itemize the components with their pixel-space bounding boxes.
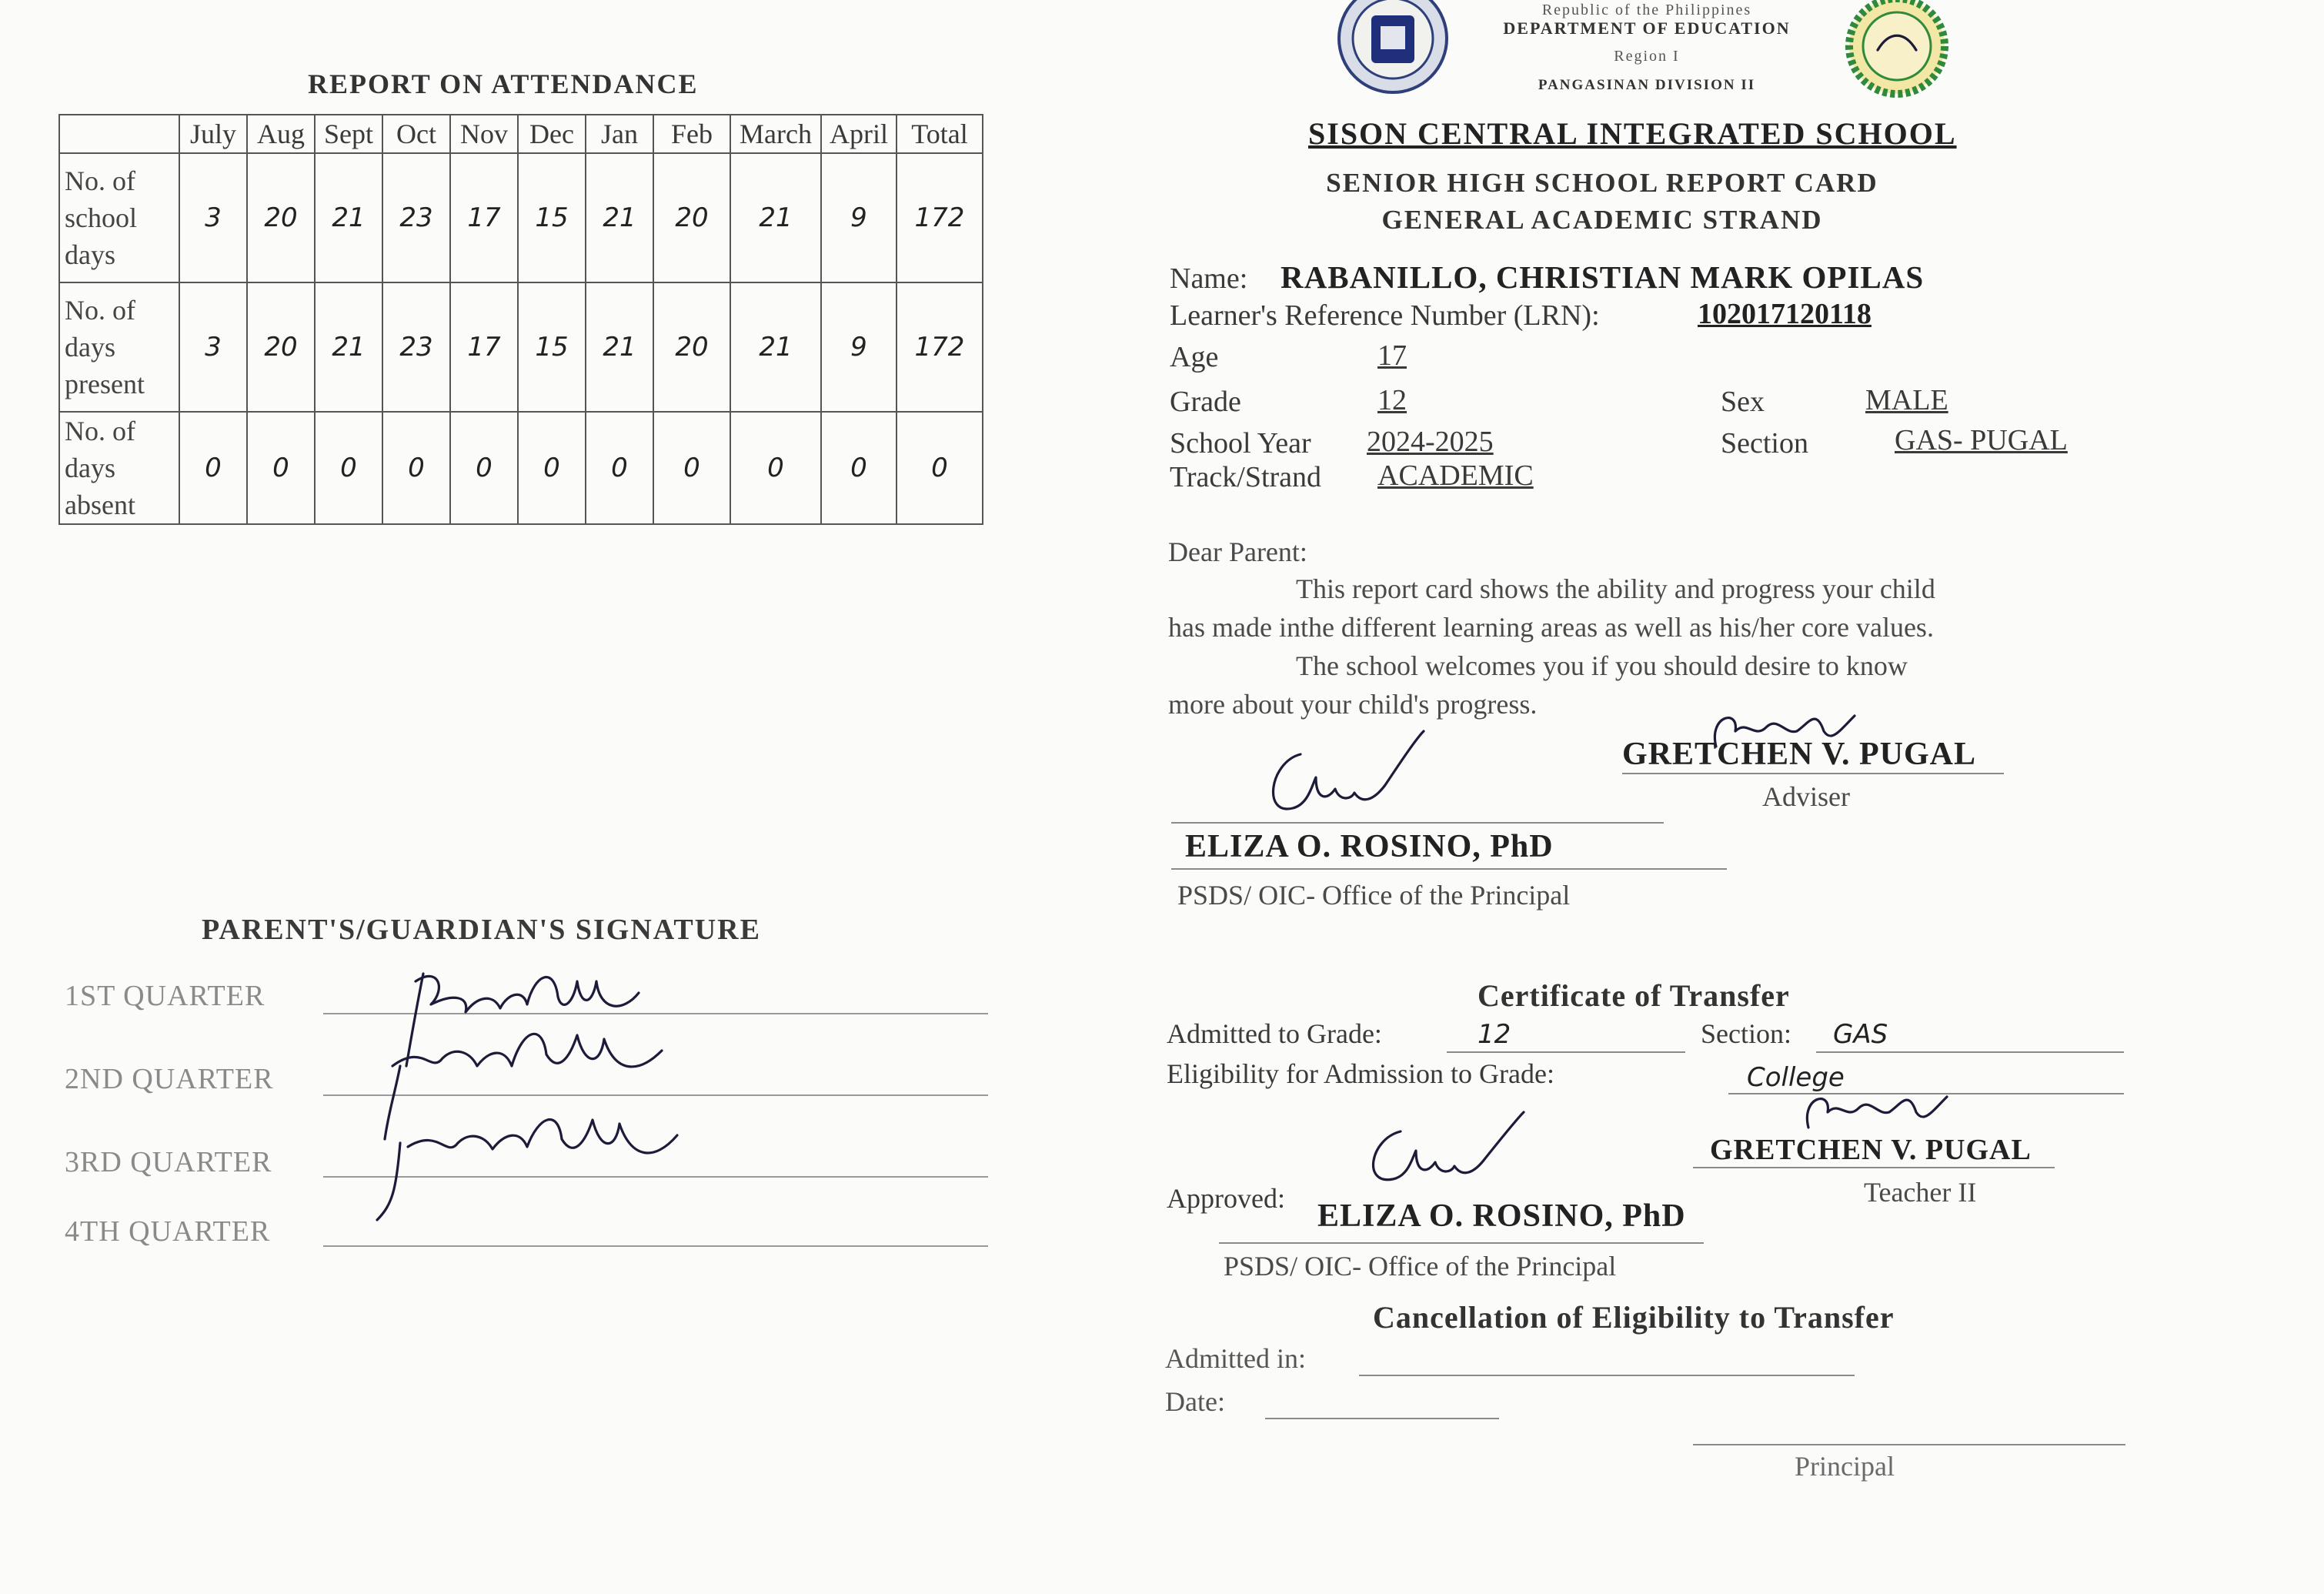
quarter-label: 2ND QUARTER [65,1063,274,1095]
sex-value: MALE [1865,384,1948,416]
signature-line [323,1245,988,1247]
attendance-title: REPORT ON ATTENDANCE [308,69,699,99]
attendance-cell: 17 [450,153,518,282]
attendance-cell: 23 [382,282,450,412]
attendance-cell: 20 [247,153,315,282]
approver-role: PSDS/ OIC- Office of the Principal [1224,1251,1617,1282]
section-label: Section [1721,427,1808,459]
attendance-cell: 0 [247,412,315,524]
adviser-role: Adviser [1762,781,1850,812]
attendance-cell: 9 [821,282,897,412]
attendance-cell: 0 [382,412,450,524]
attendance-cell: 17 [450,282,518,412]
age-value: 17 [1377,339,1407,372]
attendance-cell: 9 [821,153,897,282]
attendance-cell: 21 [730,282,821,412]
attendance-cell: 0 [897,412,983,524]
principal-sign-line [1693,1444,2125,1445]
teacher-line [1693,1167,2055,1168]
certificate-title: Certificate of Transfer [1478,978,1790,1013]
school-year-label: School Year [1170,427,1311,459]
month-header: Aug [247,115,315,153]
adviser-name: GRETCHEN V. PUGAL [1622,737,1977,772]
salutation: Dear Parent: [1168,536,1307,567]
approved-label: Approved: [1167,1183,1285,1214]
attendance-header-row [59,115,983,153]
row-label: No. of days present [59,282,179,412]
quarter-label: 1ST QUARTER [65,980,265,1012]
principal-name: ELIZA O. ROSINO, PhD [1185,829,1554,864]
parent-signature-drawing [369,951,723,1228]
track-value: ACADEMIC [1377,459,1534,492]
quarter-label: 3RD QUARTER [65,1146,272,1178]
principal-top-line [1171,822,1664,824]
attendance-cell: 0 [179,412,247,524]
school-days-row [59,153,983,282]
attendance-cell: 21 [586,282,653,412]
section-value: GAS- PUGAL [1895,424,2068,456]
report-card-title: SENIOR HIGH SCHOOL REPORT CARD [1326,168,1878,198]
student-name: RABANILLO, CHRISTIAN MARK OPILAS [1281,259,1925,295]
attendance-cell: 21 [730,153,821,282]
region-text: Region I [1614,48,1680,65]
transfer-section-label: Section: [1701,1018,1791,1049]
department-text: DEPARTMENT OF EDUCATION [1503,18,1791,38]
teacher-initial-signature [1793,1085,1962,1139]
letter-line: This report card shows the ability and progress your child [1296,573,1935,604]
approver-signature [1339,1108,1539,1201]
admitted-grade-line [1447,1051,1685,1053]
attendance-cell: 0 [653,412,730,524]
attendance-cell: 20 [247,282,315,412]
school-name: SISON CENTRAL INTEGRATED SCHOOL [1308,116,1957,151]
attendance-cell: 3 [179,153,247,282]
admitted-grade-label: Admitted to Grade: [1167,1018,1382,1049]
corner-cell [59,115,179,153]
month-header: Nov [450,115,518,153]
attendance-cell: 21 [315,282,382,412]
parent-signature-title: PARENT'S/GUARDIAN'S SIGNATURE [202,914,761,946]
attendance-cell: 23 [382,153,450,282]
attendance-cell: 0 [315,412,382,524]
sex-label: Sex [1721,386,1765,418]
attendance-cell: 0 [821,412,897,524]
division-text: PANGASINAN DIVISION II [1538,77,1756,93]
attendance-cell: 21 [586,153,653,282]
lrn-label: Learner's Reference Number (LRN): [1170,299,1600,332]
attendance-cell: 15 [518,282,586,412]
attendance-cell: 172 [897,153,983,282]
attendance-cell: 0 [518,412,586,524]
eligibility-value: College [1747,1062,1845,1093]
deped-seal-icon [1316,0,1478,94]
attendance-cell: 0 [730,412,821,524]
admitted-grade-value: 12 [1478,1019,1511,1050]
grade-label: Grade [1170,386,1241,418]
attendance-cell: 0 [450,412,518,524]
cancellation-title: Cancellation of Eligibility to Transfer [1373,1300,1895,1335]
attendance-cell: 3 [179,282,247,412]
admitted-in-label: Admitted in: [1165,1343,1306,1374]
row-label: No. of school days [59,153,179,282]
transfer-section-line [1816,1051,2124,1053]
teacher-role: Teacher II [1864,1177,1977,1208]
teacher-name: GRETCHEN V. PUGAL [1710,1134,2032,1166]
eligibility-label: Eligibility for Admission to Grade: [1167,1058,1554,1089]
month-header: July [179,115,247,153]
month-header: Total [897,115,983,153]
month-header: March [730,115,821,153]
school-seal-icon [1816,0,1978,100]
attendance-cell: 20 [653,282,730,412]
month-header: Sept [315,115,382,153]
principal-line [1171,868,1727,870]
days-absent-row [59,412,983,524]
attendance-cell: 15 [518,153,586,282]
letter-line: The school welcomes you if you should desire to know [1296,650,1908,681]
track-label: Track/Strand [1170,461,1322,493]
age-label: Age [1170,341,1219,373]
row-label: No. of days absent [59,412,179,524]
month-header: Dec [518,115,586,153]
attendance-cell: 21 [315,153,382,282]
month-header: April [821,115,897,153]
grade-value: 12 [1377,384,1407,416]
date-label: Date: [1165,1386,1225,1417]
month-header: Jan [586,115,653,153]
attendance-cell: 0 [586,412,653,524]
cancellation-principal-label: Principal [1795,1451,1895,1482]
approver-name: ELIZA O. ROSINO, PhD [1317,1198,1686,1234]
quarter-label: 4TH QUARTER [65,1215,271,1248]
letter-line: has made inthe different learning areas as well as his/her core values. [1168,612,1934,643]
transfer-section-value: GAS [1833,1019,1888,1050]
republic-text: Republic of the Philippines [1541,2,1752,18]
lrn-value: 102017120118 [1698,298,1872,330]
principal-role: PSDS/ OIC- Office of the Principal [1177,880,1571,911]
adviser-line [1622,773,2004,774]
attendance-cell: 20 [653,153,730,282]
month-header: Oct [382,115,450,153]
days-present-row [59,282,983,412]
school-year-value: 2024-2025 [1367,426,1494,458]
attendance-cell: 172 [897,282,983,412]
name-label: Name: [1170,262,1248,295]
principal-signature [1239,731,1439,831]
strand-title: GENERAL ACADEMIC STRAND [1381,205,1823,235]
month-header: Feb [653,115,730,153]
date-line [1265,1418,1499,1419]
letter-line: more about your child's progress. [1168,689,1538,720]
approver-line [1219,1242,1704,1244]
admitted-in-line [1359,1375,1855,1376]
attendance-table [58,114,983,525]
